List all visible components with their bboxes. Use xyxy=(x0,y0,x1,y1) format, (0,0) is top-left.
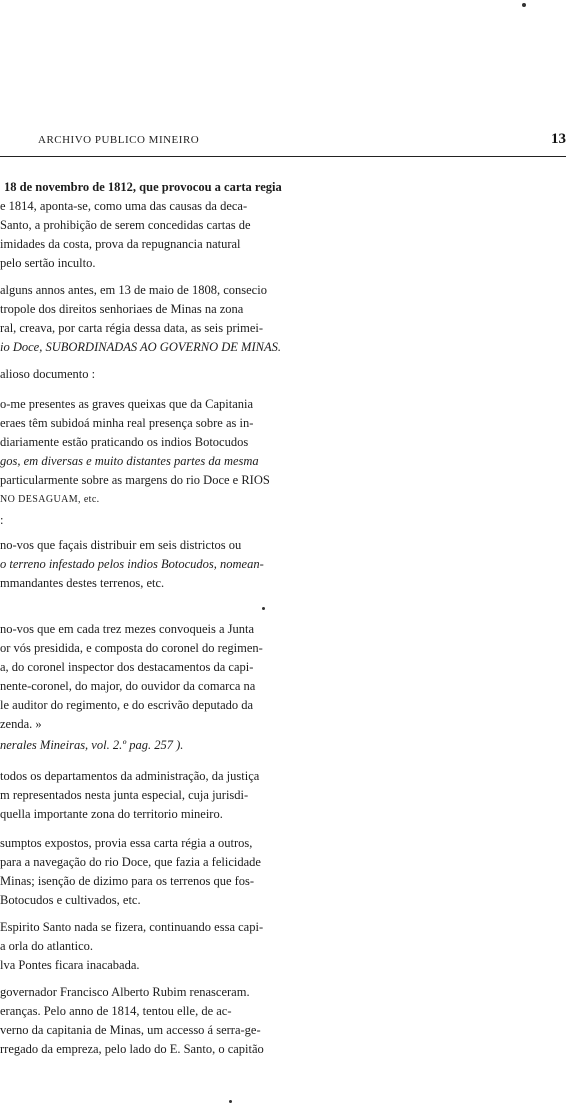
page-number: 13 xyxy=(551,131,566,147)
text-line: no-vos que façais distribuir em seis districtos ou xyxy=(0,538,242,552)
text-line: NO DESAGUAM, etc. xyxy=(0,494,100,505)
text-line: o-me presentes as graves queixas que da Capitania xyxy=(0,397,254,411)
text-line: a orla do atlantico. xyxy=(0,939,94,953)
text-line: eraes têm subidoá minha real presença sobre as in- xyxy=(0,416,254,430)
text-line: ral, creava, por carta régia dessa data, as seis primei- xyxy=(0,321,264,335)
text-line: tropole dos direitos senhoriaes de Minas na zona xyxy=(0,302,244,316)
text-line: alioso documento : xyxy=(0,367,96,381)
text-line: lva Pontes ficara inacabada. xyxy=(0,958,140,972)
text-line: rregado da empreza, pelo lado do E. Santo, o capitão xyxy=(0,1042,264,1056)
text-line: or vós presidida, e composta do coronel do regimen- xyxy=(0,641,263,655)
text-line: todos os departamentos da administração, da justiça xyxy=(0,769,260,783)
header-rule xyxy=(0,156,566,157)
text-line: io Doce, SUBORDINADAS AO GOVERNO DE MINAS. xyxy=(0,340,281,354)
text-line: Minas; isenção de dizimo para os terrenos que fos- xyxy=(0,874,255,888)
text-line: o terreno infestado pelos indios Botocudos, nomean- xyxy=(0,557,264,571)
text-line: pelo sertão inculto. xyxy=(0,256,96,270)
text-line: nerales Mineiras, vol. 2.º pag. 257 ). xyxy=(0,738,184,752)
text-line: sumptos expostos, provia essa carta régia a outros, xyxy=(0,836,253,850)
text-line: Espirito Santo nada se fizera, continuando essa capi- xyxy=(0,920,264,934)
text-line: mmandantes destes terrenos, etc. xyxy=(0,576,165,590)
text-line: diariamente estão praticando os indios Botocudos xyxy=(0,435,249,449)
text-line: 18 de novembro de 1812, que provocou a carta regia xyxy=(4,180,282,194)
text-line: nente-coronel, do major, do ouvidor da comarca na xyxy=(0,679,256,693)
text-line: verno da capitania de Minas, um accesso á serra-ge- xyxy=(0,1023,261,1037)
text-line: zenda. » xyxy=(0,717,42,731)
text-line: e 1814, aponta-se, como uma das causas da deca- xyxy=(0,199,248,213)
text-line: eranças. Pelo anno de 1814, tentou elle, de ac- xyxy=(0,1004,232,1018)
speck-mark xyxy=(229,1100,232,1103)
text-line: governador Francisco Alberto Rubim renasceram. xyxy=(0,985,250,999)
text-line: alguns annos antes, em 13 de maio de 1808, consecio xyxy=(0,283,267,297)
text-line: : xyxy=(0,513,4,527)
text-line: imidades da costa, prova da repugnancia natural xyxy=(0,237,241,251)
text-line: Santo, a prohibição de serem concedidas cartas de xyxy=(0,218,251,232)
text-line: particularmente sobre as margens do rio Doce e RIOS xyxy=(0,473,270,487)
speck-mark xyxy=(522,3,526,7)
page-header xyxy=(0,131,566,160)
text-line: le auditor do regimento, e do escrivão deputado da xyxy=(0,698,254,712)
text-line: Botocudos e cultivados, etc. xyxy=(0,893,141,907)
text-line: no-vos que em cada trez mezes convoqueis a Junta xyxy=(0,622,255,636)
text-line: a, do coronel inspector dos destacamentos da capi- xyxy=(0,660,254,674)
speck-mark xyxy=(262,607,265,610)
text-line: m representados nesta junta especial, cuja jurisdi- xyxy=(0,788,249,802)
text-line: quella importante zona do territorio mineiro. xyxy=(0,807,223,821)
running-title: ARCHIVO PUBLICO MINEIRO xyxy=(38,134,200,146)
text-line: para a navegação do rio Doce, que fazia a felicidade xyxy=(0,855,261,869)
text-line: gos, em diversas e muito distantes partes da mesma xyxy=(0,454,259,468)
